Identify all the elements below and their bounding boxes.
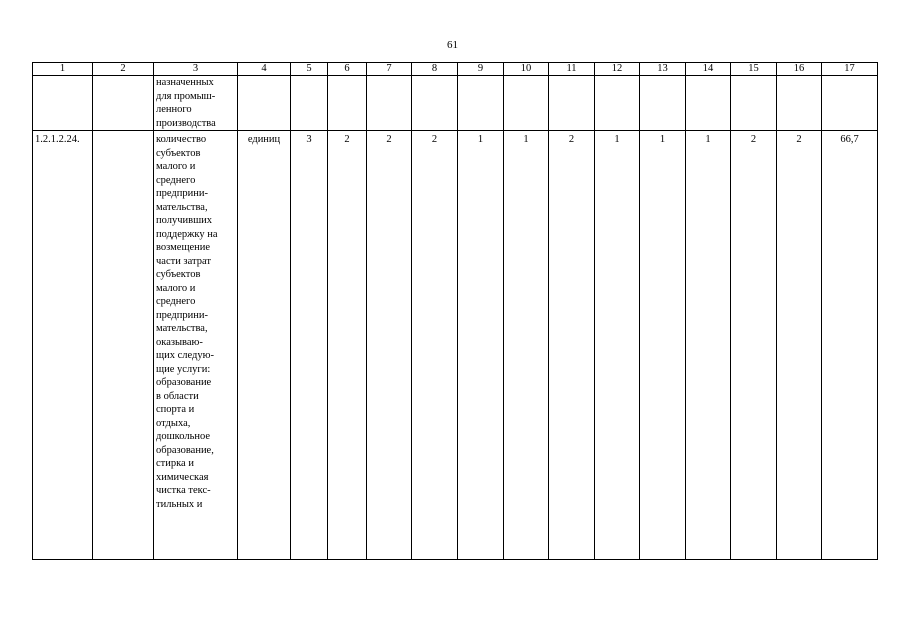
value-cell: 1 [640, 131, 686, 560]
table-cell [504, 76, 549, 131]
value-cell: 66,7 [822, 131, 878, 560]
column-header: 4 [238, 63, 291, 76]
column-header: 15 [731, 63, 777, 76]
row-code: 1.2.1.2.24. [33, 131, 93, 560]
table-row [33, 131, 878, 560]
table-cell [367, 76, 412, 131]
column-header: 5 [291, 63, 328, 76]
table-cell [822, 76, 878, 131]
table-cell [458, 76, 504, 131]
table-cell [686, 76, 731, 131]
column-header: 6 [328, 63, 367, 76]
column-header: 8 [412, 63, 458, 76]
table-cell [33, 76, 93, 131]
value-cell: 1 [595, 131, 640, 560]
table-cell [328, 76, 367, 131]
column-header: 17 [822, 63, 878, 76]
table-cell [291, 76, 328, 131]
row-unit: единиц [238, 131, 291, 560]
table-cell [412, 76, 458, 131]
column-header: 9 [458, 63, 504, 76]
value-cell: 1 [686, 131, 731, 560]
value-cell: 1 [458, 131, 504, 560]
column-header: 3 [154, 63, 238, 76]
value-cell: 2 [549, 131, 595, 560]
column-header: 16 [777, 63, 822, 76]
table-cell [731, 76, 777, 131]
column-header: 1 [33, 63, 93, 76]
column-header: 13 [640, 63, 686, 76]
value-cell: 2 [731, 131, 777, 560]
column-header: 2 [93, 63, 154, 76]
column-header: 12 [595, 63, 640, 76]
value-cell: 3 [291, 131, 328, 560]
column-header: 10 [504, 63, 549, 76]
data-table [32, 62, 878, 560]
value-cell: 2 [777, 131, 822, 560]
table-cell [93, 76, 154, 131]
table-cell [93, 131, 154, 560]
continuation-row [33, 76, 878, 131]
row-description: количество субъектов малого и среднего предприни- мательства, получивших поддержку на возмещение части затрат субъектов малого и среднего предприни- мательства, оказываю- щих следую- щие услуги: образование в области спорта и отдыха, дошкольное образование, стирка и химическая чистка текс- тильных и [154, 131, 238, 560]
table-cell [595, 76, 640, 131]
column-header: 7 [367, 63, 412, 76]
table-cell [549, 76, 595, 131]
column-header: 14 [686, 63, 731, 76]
value-cell: 2 [367, 131, 412, 560]
value-cell: 1 [504, 131, 549, 560]
value-cell: 2 [328, 131, 367, 560]
value-cell: 2 [412, 131, 458, 560]
header-row [33, 63, 878, 76]
column-header: 11 [549, 63, 595, 76]
continuation-text: назначенных для промыш- ленного производства [154, 76, 238, 131]
page-number: 61 [447, 39, 458, 51]
table-cell [777, 76, 822, 131]
table-cell [238, 76, 291, 131]
table-cell [640, 76, 686, 131]
